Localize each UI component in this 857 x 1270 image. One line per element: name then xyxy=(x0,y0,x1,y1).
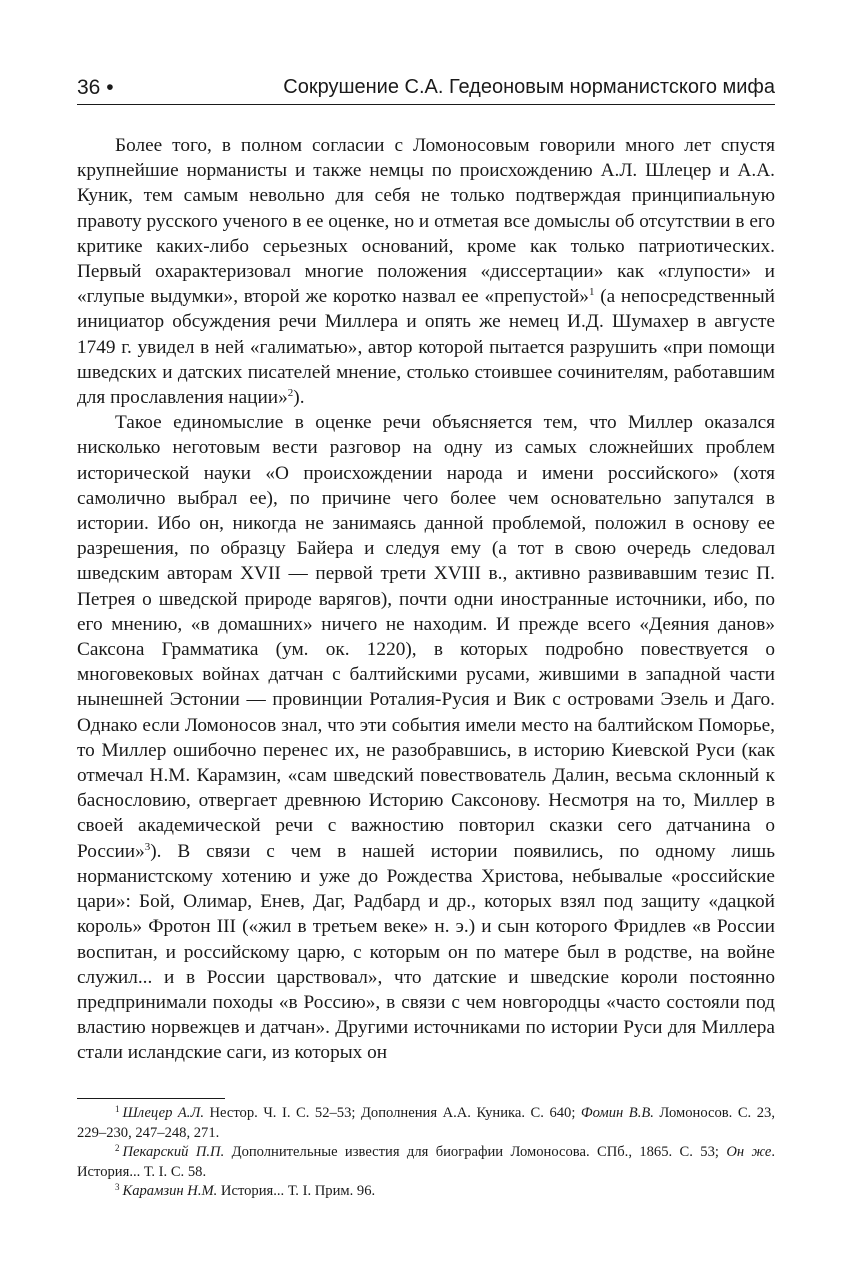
footnote-ref-2: 2 xyxy=(287,387,294,400)
footnote-divider xyxy=(77,1098,225,1099)
paragraph-2 xyxy=(77,410,775,1065)
main-text xyxy=(77,133,775,1066)
text-segment: (а непосредственный инициатор обсуждения речи Миллера и опять же немец И.Д. Шумахер в августе 1749 г. увидел в ней «галиматью», автор которой пытается разрушить «при помощи шведских и датских писателей мнение, столько стоившее сочинителям, работавшим для прославления нации» xyxy=(77,286,775,409)
footnote-text: . История... Т. I. С. 58. xyxy=(77,1144,775,1180)
paragraph-1 xyxy=(77,133,775,410)
footnote-author: Пекарский П.П. xyxy=(122,1144,225,1160)
footnote-author: Он же xyxy=(726,1144,772,1160)
running-title: Сокрушение С.А. Гедеоновым норманистского мифа xyxy=(283,76,775,98)
footnote-ref-3: 3 xyxy=(144,840,151,853)
footnote-ref-1: 1 xyxy=(588,286,595,299)
running-header xyxy=(77,70,775,105)
footnote-text: Дополнительные известия для биографии Ломоносова. СПб., 1865. С. 53; xyxy=(224,1144,727,1160)
footnote-2 xyxy=(77,1143,775,1182)
page-number: 36 • xyxy=(77,76,114,99)
footnote-number: 1 xyxy=(115,1104,120,1114)
footnote-number: 3 xyxy=(115,1182,120,1192)
footnote-author: Карамзин Н.М. xyxy=(122,1183,218,1199)
text-segment: Более того, в полном согласии с Ломоносовым говорили много лет спустя крупнейшие норманисты и также немцы по происхождению А.Л. Шлецер и А.А. Куник, тем самым невольно для себя не только подтверждая принципиальную правоту русского ученого в ее оценке, но и отметая все домыслы об отсутствии в его критике каких-либо серьезных оснований, кроме как только патриотических. Первый охарактеризовал многие положения «диссертации» как «глупости» и «глупые выдумки», второй же коротко назвал ее «препустой» xyxy=(77,135,775,308)
footnotes xyxy=(77,1104,775,1202)
text-segment: ). xyxy=(293,387,305,409)
footnote-text: Ломоносов. С. 23, 229–230, 247–248, 271. xyxy=(77,1105,775,1141)
footnote-author: Фомин В.В. xyxy=(580,1105,654,1121)
footnote-3 xyxy=(77,1182,775,1202)
text-segment: Такое единомыслие в оценке речи объясняется тем, что Миллер оказался нисколько неготовым вести разговор на одну из самых сложнейших проблем исторической науки «О происхождении народа и имени российского» (хотя самолично выбрал ее), по причине чего более чем основательно запутался в истории. Ибо он, никогда не занимаясь данной проблемой, положил в основу ее разрешения, по образцу Байера и следуя ему (а тот в свою очередь следовал шведским авторам XVII — первой трети XVIII в., активно развивавшим тезис П. Петрея о шведской природе варягов), почти одни иностранные источники, ибо, по его мнению, «в домашних» ничего не находим. И прежде всего «Деяния данов» Саксона Грамматика (ум. ок. 1220), в которых подробно повествуется о многовековых войнах датчан с балтийскими русами, жившими в западной части нынешней Эстонии — провинции Роталия-Русия и Вик с островами Эзель и Даго. Однако если Ломоносов знал, что эти события имели место на балтийском Поморье, то Миллер ошибочно перенес их, не разобравшись, в историю Киевской Руси (как отмечал Н.М. Карамзин, «сам шведский повествователь Далин, весьма склонный к баснословию, отвергает древнюю Историю Саксонову. Несмотря на то, Миллер в своей академической речи с важностию повторил сказки сего датчанина о России» xyxy=(77,412,775,862)
footnote-text: История... Т. I. Прим. 96. xyxy=(217,1183,376,1199)
footnote-1 xyxy=(77,1104,775,1143)
footnote-number: 2 xyxy=(115,1143,120,1153)
footnote-author: Шлецер А.Л. xyxy=(122,1105,204,1121)
text-segment: ). В связи с чем в нашей истории появились, по одному лишь норманистскому хотению и уже до Рождества Христова, небывалые «российские цари»: Бой, Олимар, Енев, Даг, Радбард и др., которых взял под защиту «дацкой король» Фротон III («жил в третьем веке» н. э.) и сын которого Фридлев «в России воспитан, и российскому царю, с которым он по матере был в родстве, на войне служил... и в России царствовал», что датские и шведские короли постоянно предпринимали походы «в Россию», в связи с чем новгородцы «часто состояли под властию норвежцев и датчан». Другими источниками по истории Руси для Миллера стали исландские саги, из которых он xyxy=(77,840,775,1064)
footnote-text: Нестор. Ч. I. С. 52–53; Дополнения А.А. Куника. С. 640; xyxy=(203,1105,581,1121)
